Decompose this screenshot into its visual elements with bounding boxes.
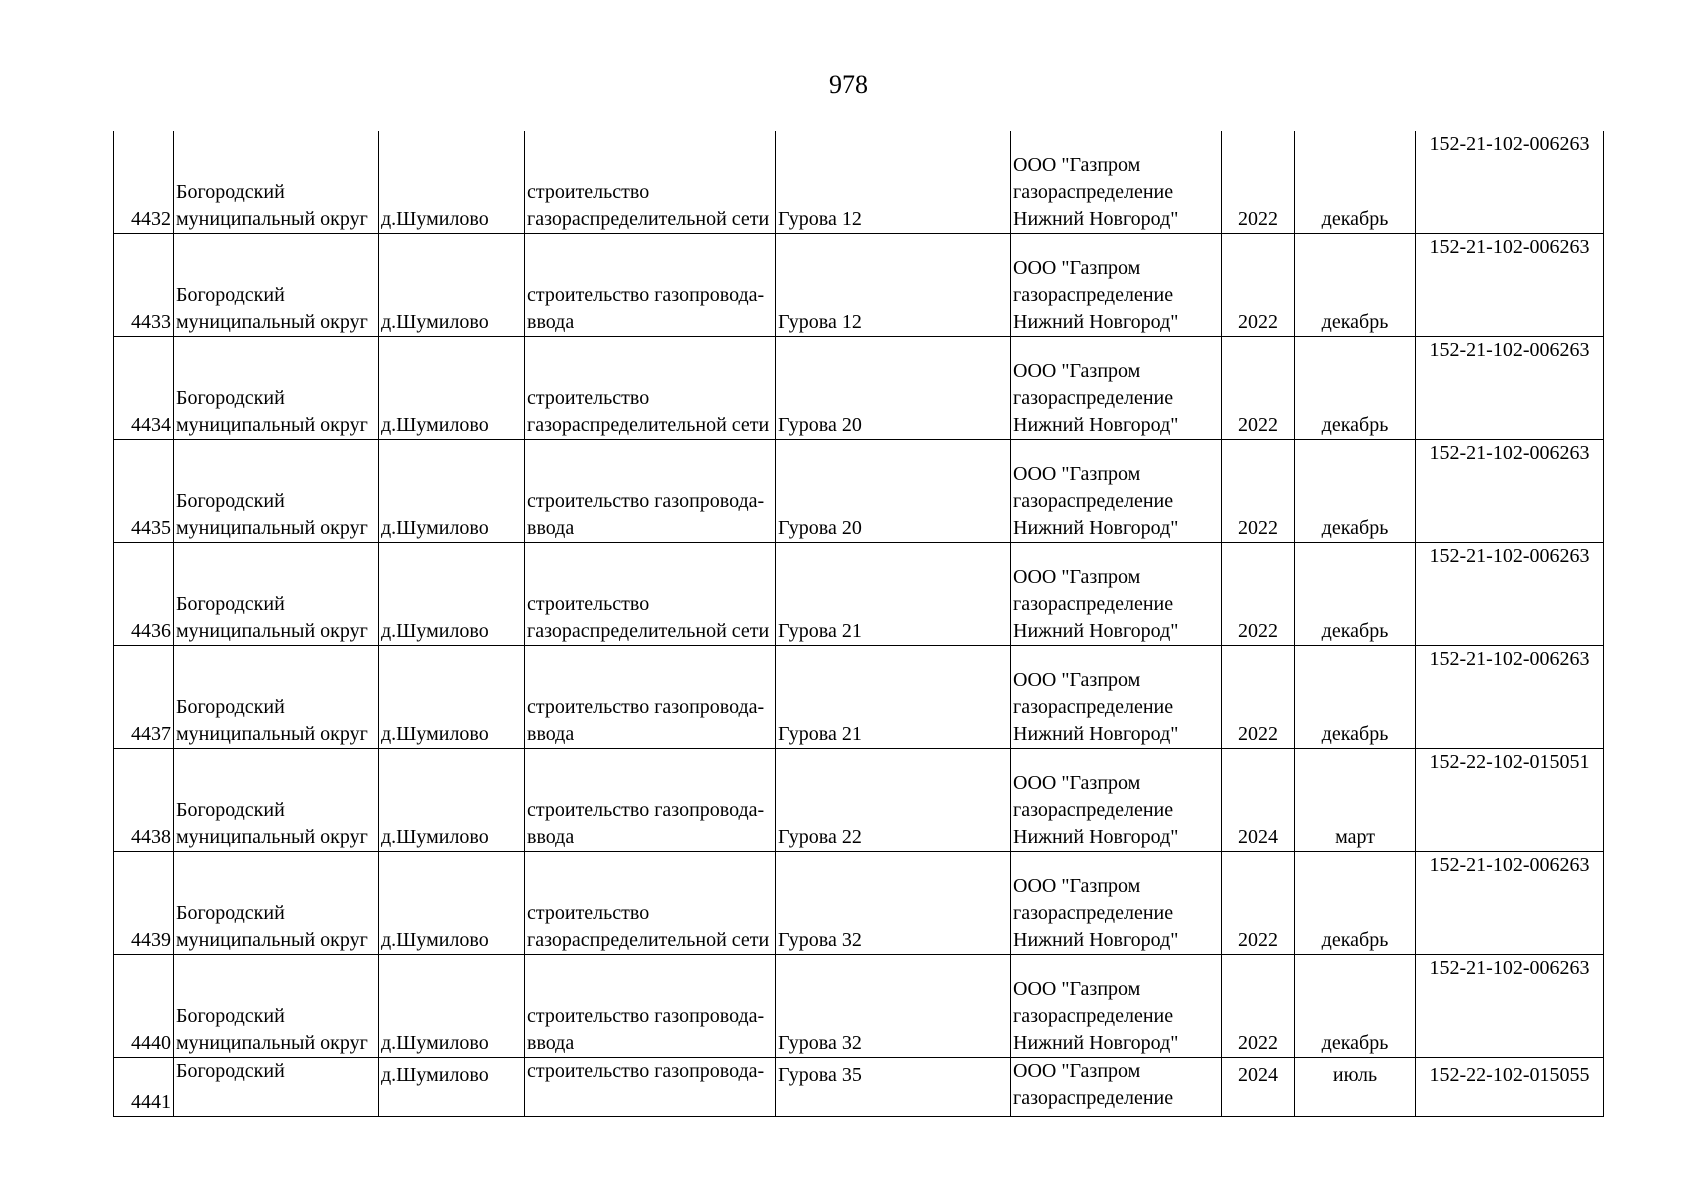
year-cell [1222, 234, 1295, 337]
year-cell [1222, 1058, 1295, 1117]
month-cell [1295, 749, 1416, 852]
registration-number-text: 152-21-102-006263 [1429, 854, 1590, 876]
month-cell [1295, 543, 1416, 646]
year-cell [1222, 852, 1295, 955]
month-text: июль [1332, 1064, 1378, 1086]
district-text: Богородский муниципальный округ [176, 387, 368, 436]
row-number-cell [114, 1058, 174, 1117]
registration-number-text: 152-21-102-006263 [1429, 133, 1590, 155]
table-row [114, 1058, 1604, 1117]
village-text: д.Шумилово [381, 826, 489, 848]
month-cell [1295, 852, 1416, 955]
year-cell [1222, 955, 1295, 1058]
village-text: д.Шумилово [381, 414, 489, 436]
village-text: д.Шумилово [381, 620, 489, 642]
year-text: 2024 [1238, 826, 1278, 848]
district-cell [174, 955, 379, 1058]
village-text: д.Шумилово [381, 517, 489, 539]
district-text: Богородский муниципальный округ [176, 902, 368, 951]
district-cell [174, 440, 379, 543]
table-row [114, 543, 1604, 646]
year-text: 2022 [1238, 414, 1278, 436]
month-text: декабрь [1321, 208, 1389, 230]
address-cell [776, 749, 1011, 852]
work-type-cell [525, 234, 776, 337]
organization-cell [1011, 337, 1222, 440]
district-cell [174, 234, 379, 337]
table-row [114, 955, 1604, 1058]
year-text: 2022 [1238, 208, 1278, 230]
registration-number-cell [1416, 1058, 1604, 1117]
organization-text: ООО "Газпром газораспределение Нижний Новгород" [1013, 360, 1179, 436]
registration-number-cell [1416, 131, 1604, 234]
registration-number-cell [1416, 749, 1604, 852]
row-number-cell [114, 749, 174, 852]
village-cell [379, 131, 525, 234]
year-text: 2024 [1238, 1064, 1278, 1086]
row-number-cell [114, 234, 174, 337]
table-row [114, 646, 1604, 749]
month-cell [1295, 646, 1416, 749]
organization-text: ООО "Газпром газораспределение Нижний Новгород" [1013, 875, 1179, 951]
district-text: Богородский муниципальный округ [176, 696, 368, 745]
village-cell [379, 337, 525, 440]
work-type-cell [525, 131, 776, 234]
village-text: д.Шумилово [381, 723, 489, 745]
month-text: декабрь [1321, 311, 1389, 333]
address-cell [776, 955, 1011, 1058]
district-cell [174, 749, 379, 852]
organization-cell [1011, 955, 1222, 1058]
village-cell [379, 646, 525, 749]
table-row [114, 440, 1604, 543]
work-type-text: строительство газопровода- ввода [527, 490, 765, 539]
row-number-cell [114, 337, 174, 440]
table-row [114, 852, 1604, 955]
registration-number-cell [1416, 543, 1604, 646]
year-text: 2022 [1238, 929, 1278, 951]
month-cell [1295, 440, 1416, 543]
village-cell [379, 234, 525, 337]
district-cell [174, 646, 379, 749]
registration-number-text: 152-22-102-015051 [1429, 751, 1590, 773]
work-type-text: строительство газопровода- ввода [527, 1005, 765, 1054]
village-cell [379, 955, 525, 1058]
address-cell [776, 1058, 1011, 1117]
work-type-text: строительство газопровода- [527, 1060, 765, 1082]
month-text: март [1335, 826, 1375, 848]
table-row [114, 234, 1604, 337]
organization-cell [1011, 749, 1222, 852]
year-cell [1222, 749, 1295, 852]
village-text: д.Шумилово [381, 1032, 489, 1054]
work-type-text: строительство газопровода- ввода [527, 799, 765, 848]
registration-number-text: 152-21-102-006263 [1429, 545, 1590, 567]
registration-number-cell [1416, 646, 1604, 749]
row-number-cell [114, 646, 174, 749]
month-text: декабрь [1321, 517, 1389, 539]
row-number-text: 4437 [131, 723, 171, 745]
work-type-text: строительство газопровода- ввода [527, 696, 765, 745]
district-cell [174, 1058, 379, 1117]
organization-text: ООО "Газпром газораспределение [1013, 1060, 1174, 1109]
address-text: Гурова 21 [778, 723, 862, 745]
work-type-text: строительство газораспределительной сети [527, 387, 770, 436]
organization-cell [1011, 234, 1222, 337]
district-text: Богородский муниципальный округ [176, 490, 368, 539]
year-cell [1222, 646, 1295, 749]
row-number-text: 4434 [131, 414, 171, 436]
organization-text: ООО "Газпром газораспределение Нижний Новгород" [1013, 154, 1179, 230]
work-type-cell [525, 749, 776, 852]
village-cell [379, 543, 525, 646]
registration-number-cell [1416, 440, 1604, 543]
month-cell [1295, 337, 1416, 440]
row-number-cell [114, 852, 174, 955]
address-cell [776, 234, 1011, 337]
year-cell [1222, 337, 1295, 440]
address-text: Гурова 21 [778, 620, 862, 642]
month-text: декабрь [1321, 414, 1389, 436]
table-body [114, 131, 1604, 1117]
address-cell [776, 852, 1011, 955]
village-cell [379, 852, 525, 955]
organization-cell [1011, 1058, 1222, 1117]
organization-text: ООО "Газпром газораспределение Нижний Новгород" [1013, 978, 1179, 1054]
registration-number-cell [1416, 955, 1604, 1058]
district-text: Богородский муниципальный округ [176, 1005, 368, 1054]
work-type-cell [525, 1058, 776, 1117]
district-text: Богородский муниципальный округ [176, 181, 368, 230]
work-type-text: строительство газораспределительной сети [527, 593, 770, 642]
table-row [114, 337, 1604, 440]
month-cell [1295, 131, 1416, 234]
row-number-text: 4432 [131, 208, 171, 230]
village-cell [379, 749, 525, 852]
organization-cell [1011, 131, 1222, 234]
month-cell [1295, 1058, 1416, 1117]
year-text: 2022 [1238, 517, 1278, 539]
row-number-text: 4439 [131, 929, 171, 951]
district-text: Богородский муниципальный округ [176, 799, 368, 848]
row-number-text: 4435 [131, 517, 171, 539]
table-row [114, 131, 1604, 234]
village-text: д.Шумилово [381, 311, 489, 333]
row-number-text: 4441 [131, 1091, 171, 1113]
address-text: Гурова 20 [778, 517, 862, 539]
work-type-cell [525, 543, 776, 646]
year-cell [1222, 440, 1295, 543]
month-text: декабрь [1321, 723, 1389, 745]
address-cell [776, 131, 1011, 234]
year-text: 2022 [1238, 723, 1278, 745]
village-cell [379, 440, 525, 543]
registration-number-cell [1416, 337, 1604, 440]
work-type-text: строительство газораспределительной сети [527, 181, 770, 230]
registration-number-cell [1416, 234, 1604, 337]
address-cell [776, 337, 1011, 440]
row-number-text: 4436 [131, 620, 171, 642]
organization-cell [1011, 646, 1222, 749]
address-text: Гурова 20 [778, 414, 862, 436]
month-text: декабрь [1321, 620, 1389, 642]
row-number-cell [114, 543, 174, 646]
registration-number-text: 152-21-102-006263 [1429, 442, 1590, 464]
organization-text: ООО "Газпром газораспределение Нижний Новгород" [1013, 463, 1179, 539]
work-type-cell [525, 955, 776, 1058]
registration-number-text: 152-22-102-015055 [1429, 1064, 1590, 1086]
work-type-cell [525, 646, 776, 749]
village-text: д.Шумилово [381, 1064, 489, 1086]
row-number-text: 4433 [131, 311, 171, 333]
registration-number-text: 152-21-102-006263 [1429, 648, 1590, 670]
district-cell [174, 131, 379, 234]
month-text: декабрь [1321, 1032, 1389, 1054]
organization-cell [1011, 852, 1222, 955]
organization-text: ООО "Газпром газораспределение Нижний Новгород" [1013, 257, 1179, 333]
address-text: Гурова 12 [778, 311, 862, 333]
organization-text: ООО "Газпром газораспределение Нижний Новгород" [1013, 772, 1179, 848]
row-number-cell [114, 440, 174, 543]
row-number-text: 4438 [131, 826, 171, 848]
year-text: 2022 [1238, 620, 1278, 642]
year-text: 2022 [1238, 311, 1278, 333]
month-cell [1295, 234, 1416, 337]
address-text: Гурова 22 [778, 826, 862, 848]
work-type-cell [525, 337, 776, 440]
organization-cell [1011, 543, 1222, 646]
work-type-text: строительство газопровода- ввода [527, 284, 765, 333]
district-text: Богородский [176, 1060, 285, 1082]
row-number-text: 4440 [131, 1032, 171, 1054]
registration-number-cell [1416, 852, 1604, 955]
registration-number-text: 152-21-102-006263 [1429, 957, 1590, 979]
organization-text: ООО "Газпром газораспределение Нижний Новгород" [1013, 669, 1179, 745]
address-text: Гурова 32 [778, 929, 862, 951]
work-type-cell [525, 852, 776, 955]
year-text: 2022 [1238, 1032, 1278, 1054]
organization-cell [1011, 440, 1222, 543]
year-cell [1222, 543, 1295, 646]
village-cell [379, 1058, 525, 1117]
table-row [114, 749, 1604, 852]
address-cell [776, 440, 1011, 543]
organization-text: ООО "Газпром газораспределение Нижний Новгород" [1013, 566, 1179, 642]
district-text: Богородский муниципальный округ [176, 593, 368, 642]
month-text: декабрь [1321, 929, 1389, 951]
address-text: Гурова 35 [778, 1064, 862, 1086]
district-cell [174, 852, 379, 955]
village-text: д.Шумилово [381, 208, 489, 230]
gas-works-table [113, 131, 1604, 1117]
month-cell [1295, 955, 1416, 1058]
address-text: Гурова 12 [778, 208, 862, 230]
address-cell [776, 646, 1011, 749]
row-number-cell [114, 131, 174, 234]
district-cell [174, 337, 379, 440]
district-text: Богородский муниципальный округ [176, 284, 368, 333]
registration-number-text: 152-21-102-006263 [1429, 339, 1590, 361]
work-type-text: строительство газораспределительной сети [527, 902, 770, 951]
address-cell [776, 543, 1011, 646]
row-number-cell [114, 955, 174, 1058]
page-number: 978 [829, 70, 868, 99]
work-type-cell [525, 440, 776, 543]
address-text: Гурова 32 [778, 1032, 862, 1054]
district-cell [174, 543, 379, 646]
registration-number-text: 152-21-102-006263 [1429, 236, 1590, 258]
year-cell [1222, 131, 1295, 234]
village-text: д.Шумилово [381, 929, 489, 951]
